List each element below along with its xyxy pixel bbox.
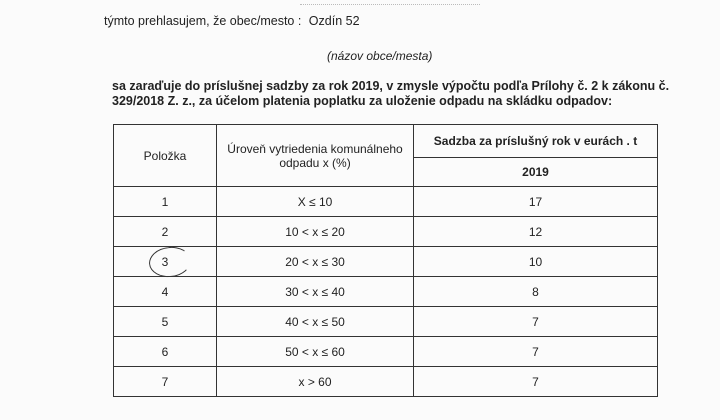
declaration-line (104, 14, 360, 28)
cell-item: 4 (114, 277, 217, 307)
cell-item: 7 (114, 367, 217, 397)
handwritten-circle-mark (147, 244, 192, 278)
cell-item: 2 (114, 217, 217, 247)
table-row (114, 277, 658, 307)
table-row (114, 367, 658, 397)
cell-level: 10 < x ≤ 20 (217, 217, 414, 247)
cell-item-circled (114, 247, 217, 277)
cropped-top-edge (300, 0, 480, 5)
table-row (114, 337, 658, 367)
cell-item: 1 (114, 187, 217, 217)
municipality-name: Ozdín 52 (308, 14, 360, 28)
cell-level: 20 < x ≤ 30 (217, 247, 414, 277)
header-item: Položka (114, 125, 217, 187)
municipality-caption: (názov obce/mesta) (327, 49, 433, 63)
cell-level: X ≤ 10 (217, 187, 414, 217)
circled-item (162, 255, 169, 269)
cell-rate: 12 (414, 217, 658, 247)
table-row-selected (114, 247, 658, 277)
cell-rate: 7 (414, 367, 658, 397)
cell-rate: 7 (414, 337, 658, 367)
cell-level: 40 < x ≤ 50 (217, 307, 414, 337)
cell-level: 30 < x ≤ 40 (217, 277, 414, 307)
cell-level: 50 < x ≤ 60 (217, 337, 414, 367)
header-year: 2019 (414, 157, 658, 186)
rate-table (113, 124, 658, 397)
cell-rate: 7 (414, 307, 658, 337)
cell-rate: 8 (414, 277, 658, 307)
cell-rate: 10 (414, 247, 658, 277)
header-sorting-level: Úroveň vytriedenia komunálneho odpadu x (%) (217, 125, 414, 187)
table-row (114, 187, 658, 217)
classification-paragraph: sa zaraďuje do príslušnej sadzby za rok 2019, v zmysle výpočtu podľa Prílohy č. 2 k zákonu č. 329/2018 Z. z., za účelom platenia poplatku za uloženie odpadu na skládku odpadov: (112, 79, 670, 108)
cell-item-text: 3 (161, 254, 169, 269)
cell-rate: 17 (414, 187, 658, 217)
table-row (114, 307, 658, 337)
table-row (114, 217, 658, 247)
cell-item: 6 (114, 337, 217, 367)
declaration-lead: týmto prehlasujem, že obec/mesto : (104, 14, 302, 28)
cell-item: 5 (114, 307, 217, 337)
cell-level: x > 60 (217, 367, 414, 397)
header-rate: Sadzba za príslušný rok v eurách . t (414, 125, 658, 158)
